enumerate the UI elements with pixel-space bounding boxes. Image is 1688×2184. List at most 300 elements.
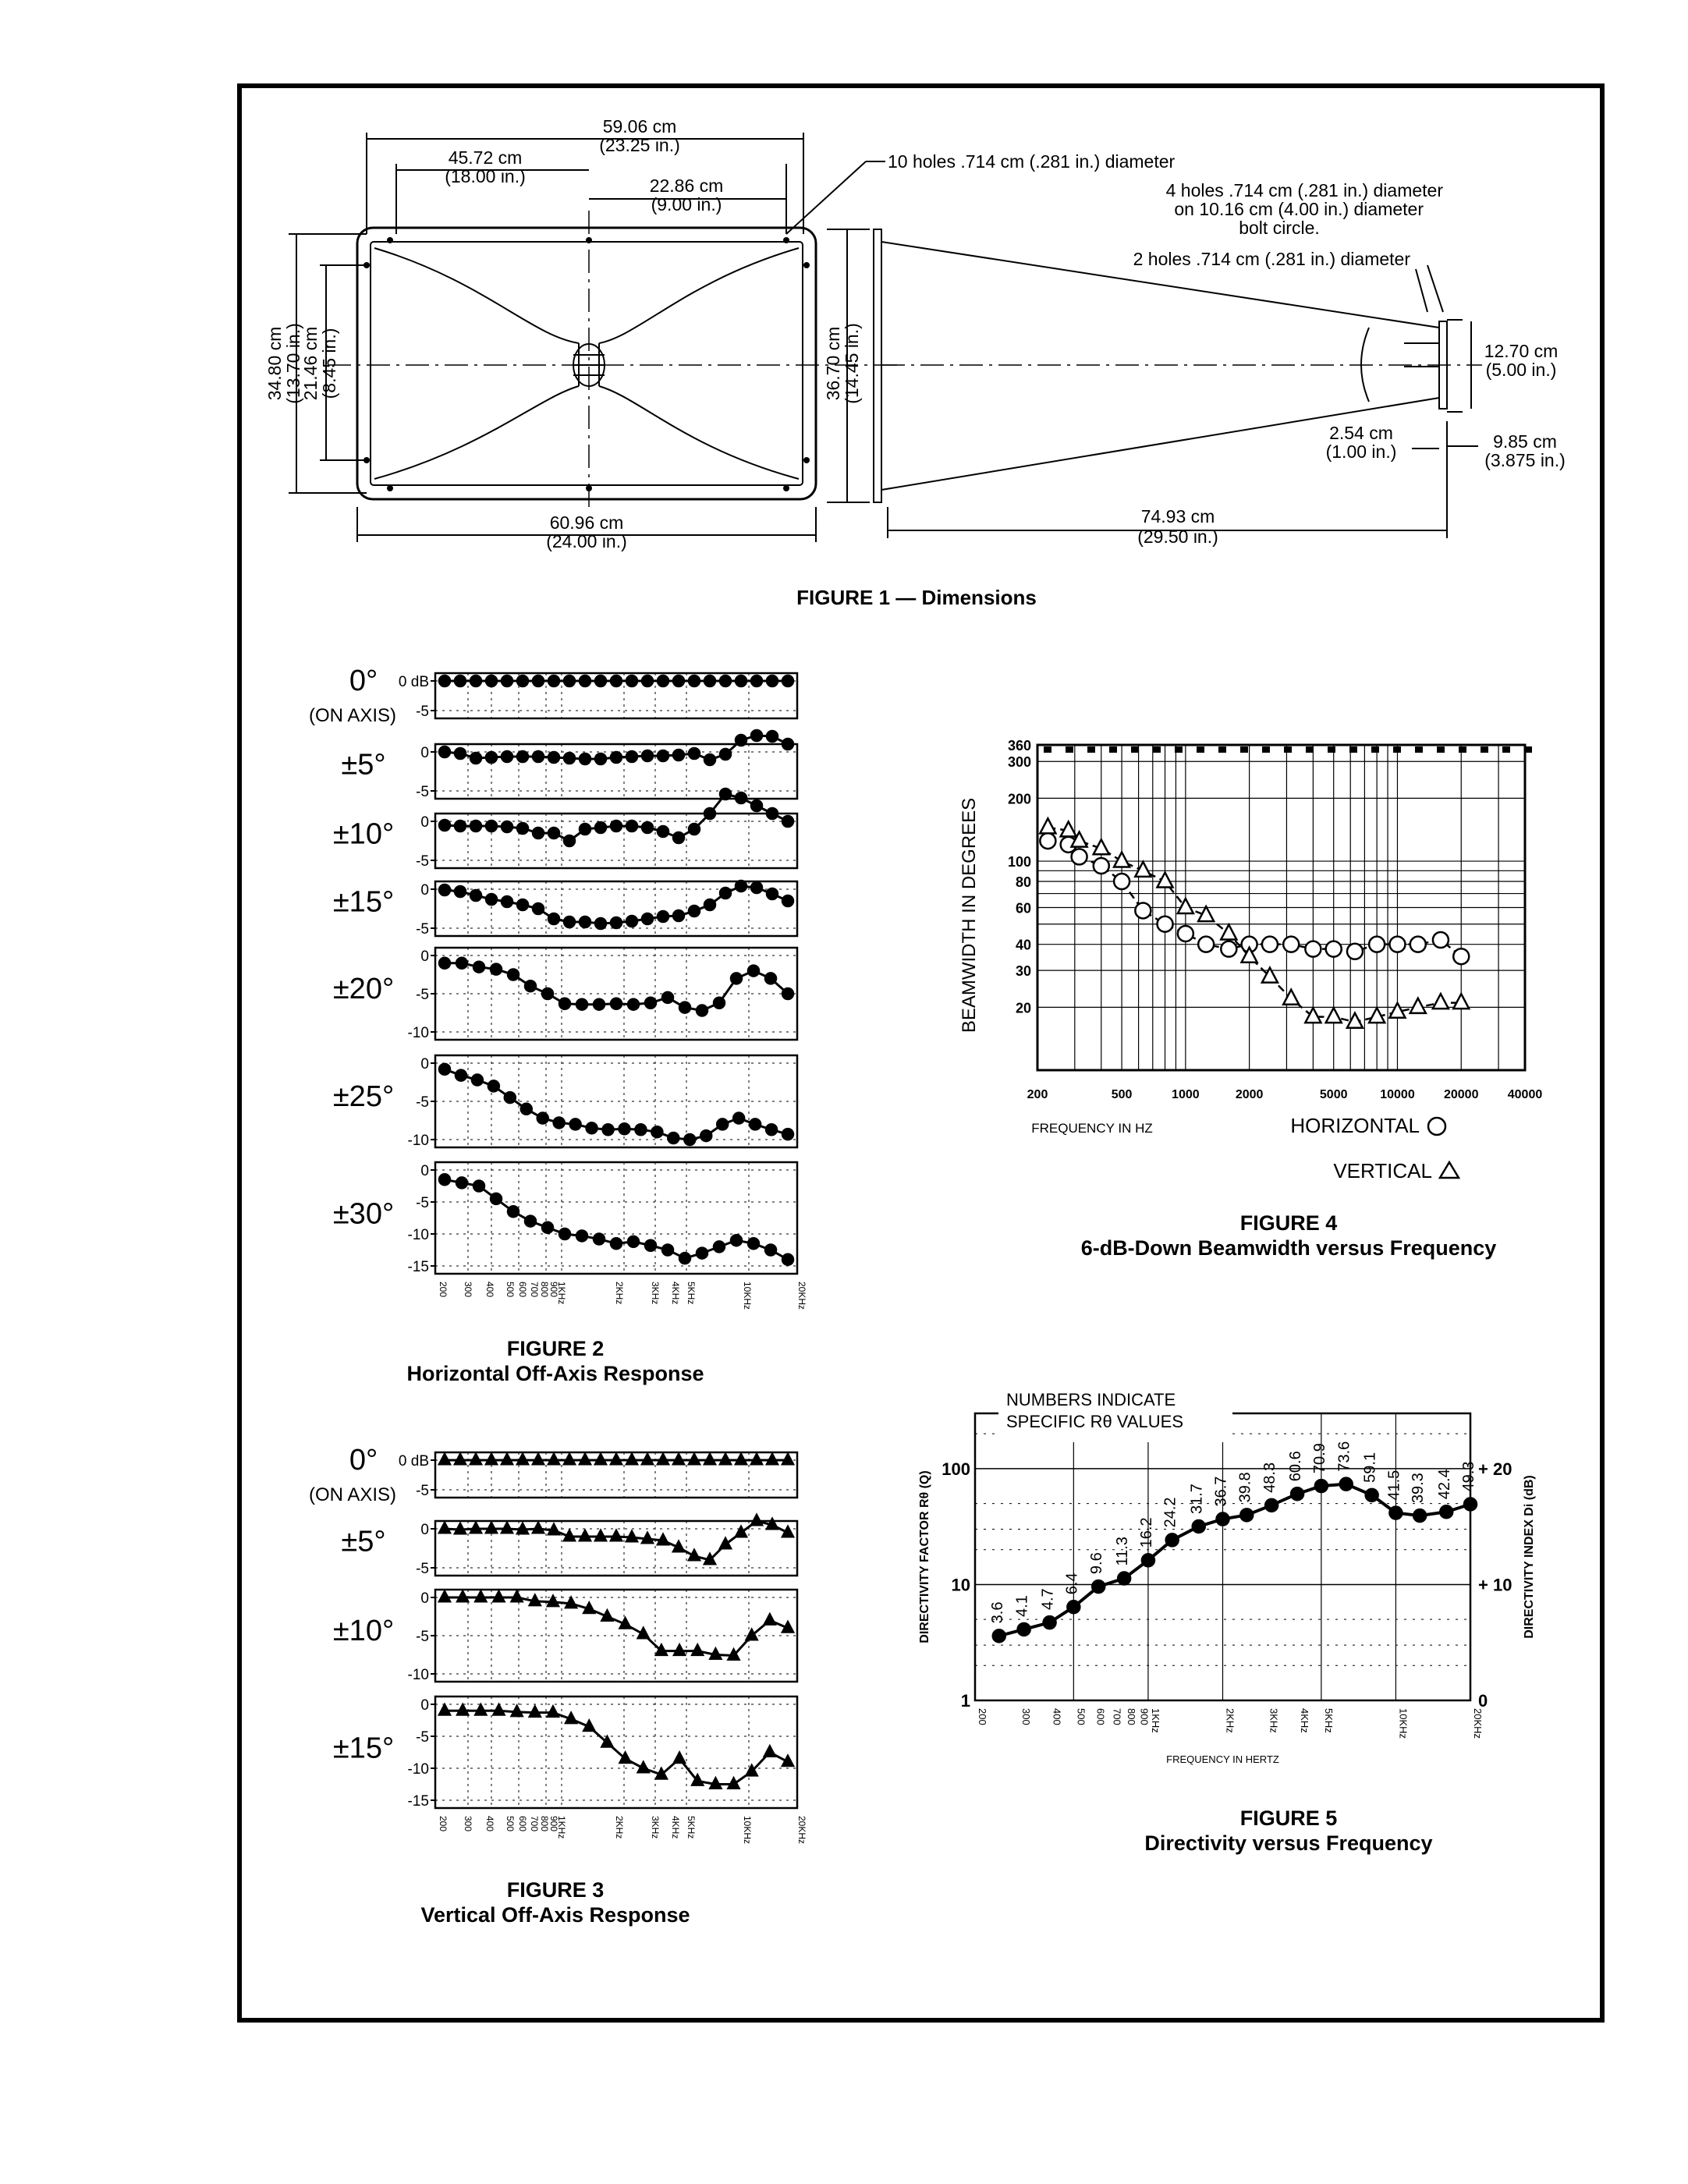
y-tick-label: -5 [416,921,429,938]
y-tick-label: 0 [420,1590,429,1607]
data-point [564,675,575,686]
response-panel [333,1590,797,1683]
data-point [530,1707,541,1717]
y-tick-label: 80 [1015,874,1031,891]
data-point [700,1130,711,1141]
horn-side-flange [874,229,881,502]
data-point [548,752,559,763]
data-point [626,675,637,686]
data-point [782,675,793,686]
dim-bolt-offset-cm: 9.85 cm [1493,431,1557,452]
data-point [439,746,450,757]
data-point [628,999,639,1010]
data-point [486,1454,497,1464]
data-point [766,1124,777,1135]
data-point [720,675,731,686]
data-label: 16.2 [1137,1517,1155,1548]
x-axis-label: FREQUENCY IN HZ [1031,1121,1153,1136]
data-point [491,1193,502,1204]
data-label: 11.3 [1114,1537,1132,1566]
x-tick-label: 500 [505,1816,516,1832]
data-point [1410,937,1426,952]
data-point [1158,873,1173,888]
response-panel [333,881,797,938]
top-marker [1131,746,1139,753]
data-point [704,675,715,686]
data-point [542,1222,553,1233]
data-point [512,1706,523,1716]
data-point [517,823,528,834]
x-tick-label: 300 [463,1282,473,1298]
x-tick-label: 5KHz [686,1816,697,1839]
y-tick-label: -5 [416,1094,429,1111]
data-point [1326,941,1342,957]
data-point [1092,1580,1105,1593]
data-point [642,1454,653,1464]
y-tick-label: 0 [420,1056,429,1072]
dim-overall-width-in: (23.25 in.) [599,135,680,155]
y-tick-label: 0 [420,814,429,831]
top-marker [1240,746,1248,753]
response-line [445,1069,788,1140]
y-tick-label: -5 [416,1729,429,1746]
panel-frame [435,1696,797,1808]
angle-label: ±10° [332,817,395,851]
x-tick-label: 800 [539,1282,550,1298]
data-label: 6.4 [1063,1572,1081,1595]
data-point [673,1454,684,1464]
data-point [645,1240,656,1251]
data-point [736,675,746,686]
beamwidth-line [1048,828,1461,1022]
y2-tick-label: 0 [1478,1691,1488,1711]
y-tick-label: 100 [942,1459,970,1479]
y-tick-label: -10 [407,1667,429,1683]
data-point [611,998,622,1009]
x-tick-label: 900 [548,1816,559,1832]
response-panel [333,1696,797,1810]
data-point [748,966,759,977]
x-tick-label: 600 [517,1282,528,1298]
data-point [1265,1499,1278,1512]
data-point [502,675,512,686]
data-point [673,675,684,686]
data-point [1158,916,1173,932]
panel-frame [435,1055,797,1147]
data-point [488,1080,499,1091]
data-point [1067,1601,1080,1613]
x-tick-label: 500 [1075,1708,1087,1725]
data-point [611,1530,622,1540]
dim-throat-flange-in: (5.00 in.) [1485,360,1557,380]
y-tick-label: 0 [420,1697,429,1714]
data-point [1040,818,1055,833]
data-label: 4.7 [1039,1588,1057,1611]
x-tick-label: 2KHz [614,1816,625,1839]
data-point [512,1591,523,1601]
x-tick-label: 300 [463,1816,473,1832]
data-point [736,881,746,892]
figure-2-caption-title: Horizontal Off-Axis Response [406,1362,704,1385]
data-label: 73.6 [1335,1441,1353,1472]
note-four-holes-1: 4 holes .714 cm (.281 in.) diameter [1165,180,1443,200]
data-point [439,675,450,686]
data-label: 42.4 [1436,1469,1454,1500]
data-point [710,1648,721,1658]
data-point [662,992,673,1003]
dim-bolt-offset-in: (3.875 in.) [1484,450,1566,470]
data-point [533,903,544,914]
data-point [710,1778,721,1788]
data-label: 36.7 [1212,1476,1230,1507]
note-line-2: SPECIFIC Rθ VALUES [1006,1412,1183,1431]
y-tick-label: 0 [420,1163,429,1179]
angle-label: ±20° [332,972,395,1005]
data-point [638,1762,649,1772]
figure-2-caption-number: FIGURE 2 [506,1337,605,1360]
x-tick-label: 5KHz [1322,1708,1335,1733]
data-point [559,998,570,1009]
data-point [1410,998,1426,1013]
top-marker [1153,746,1161,753]
data-point [736,1454,746,1464]
response-line [445,1597,788,1655]
data-point [564,835,575,846]
data-point [472,1075,483,1086]
data-point [439,1704,450,1714]
data-point [439,885,450,895]
data-point [720,749,731,760]
data-point [764,1746,775,1756]
y-tick-label: -5 [416,1195,429,1211]
data-point [533,1454,544,1464]
data-point [537,1113,548,1124]
data-point [767,731,778,742]
data-point [1094,858,1109,874]
data-point [1142,1554,1154,1566]
data-point [603,1124,614,1135]
x-tick-label: 10KHz [742,1282,753,1310]
y-axis-label: DIRECTIVITY FACTOR Rθ (Q) [918,1470,931,1643]
y-tick-label: -10 [407,1761,429,1778]
data-point [580,1454,590,1464]
data-point [1240,1509,1253,1521]
figure-5-caption-title: Directivity versus Frequency [1144,1831,1433,1855]
data-point [456,1070,466,1081]
x-tick-label: 20KHz [796,1282,807,1310]
top-marker [1175,746,1183,753]
data-point [764,1614,775,1624]
x-tick-label: 4KHz [1299,1708,1311,1733]
data-point [673,910,684,921]
data-point [595,1530,606,1540]
data-point [457,1704,468,1714]
data-point [1389,937,1405,952]
response-panel [333,948,797,1041]
data-point [767,888,778,899]
data-point [455,675,466,686]
data-point [714,998,725,1009]
data-point [628,1236,639,1247]
x-tick-label: 4KHz [670,1816,681,1839]
data-point [1291,1487,1303,1500]
data-point [782,816,793,827]
data-point [638,1628,649,1638]
data-point [533,1523,544,1533]
data-point [439,1523,450,1533]
x-tick-label: 3KHz [1268,1708,1280,1733]
data-point [595,822,606,833]
data-point [470,890,481,901]
data-point [502,821,512,832]
data-point [595,675,606,686]
data-point [720,1538,731,1548]
dim-holes-span-in: (18.00 in.) [445,166,526,186]
data-point [576,1230,587,1241]
data-point [517,675,528,686]
data-point [1044,1616,1056,1629]
data-point [486,821,497,831]
response-line [445,1711,788,1784]
x-tick-label: 2KHz [1224,1708,1236,1733]
top-marker [1371,746,1379,753]
data-point [1114,874,1129,889]
data-point [1072,849,1087,864]
top-marker [1284,746,1292,753]
dim-height-outer-in: (13.70 in.) [283,323,303,404]
data-point [1315,1480,1328,1492]
data-point [717,1119,728,1129]
top-marker [1437,746,1445,753]
y-tick-label: 20 [1015,1000,1031,1016]
angle-sublabel: (ON AXIS) [308,704,397,726]
x-tick-label: 10000 [1380,1088,1415,1101]
y-tick-label: -5 [416,784,429,800]
response-panel [309,665,797,726]
data-point [580,675,590,686]
data-point [517,1523,528,1533]
data-point [714,1241,725,1252]
x-tick-label: 200 [438,1816,449,1832]
x-tick-label: 400 [484,1282,495,1298]
data-point [470,1523,481,1533]
data-point [439,1174,450,1185]
y-tick-label: -10 [407,1227,429,1243]
top-marker [1393,746,1401,753]
data-point [642,675,653,686]
data-point [697,1005,707,1016]
data-point [733,1113,744,1124]
x-tick-label: 4KHz [670,1282,681,1305]
top-marker [1218,746,1226,753]
dim-height-outer-cm: 34.80 cm [264,326,285,401]
y2-tick-label: + 10 [1478,1575,1512,1595]
y2-tick-label: + 20 [1478,1459,1512,1479]
data-point [580,1530,590,1540]
data-point [704,808,715,819]
data-label: 24.2 [1161,1497,1179,1528]
data-point [554,1117,565,1128]
note-ten-holes: 10 holes .714 cm (.281 in.) diameter [888,151,1176,172]
data-point [1178,926,1193,941]
data-point [583,1721,594,1731]
data-point [470,675,481,686]
data-point [782,895,793,906]
data-point [470,753,481,764]
angle-label: ±5° [341,1525,386,1558]
dim-mouth-width-cm: 60.96 cm [549,512,624,533]
y-tick-label: 100 [1007,854,1031,870]
dim-mouth-width-in: (24.00 in.) [546,531,627,551]
data-point [1118,1572,1130,1585]
figure-3-caption-title: Vertical Off-Axis Response [420,1903,690,1927]
y-tick-label: -5 [416,704,429,720]
note-two-holes: 2 holes .714 cm (.281 in.) diameter [1133,249,1410,269]
y-tick-label: -10 [407,1133,429,1149]
data-point [782,1454,793,1464]
x-tick-label: 40000 [1507,1088,1543,1101]
dim-throat-flange-cm: 12.70 cm [1484,341,1559,361]
x-axis-label: FREQUENCY IN HERTZ [1166,1753,1279,1765]
x-tick-label: 3KHz [650,1282,661,1305]
y-tick-label: 300 [1007,754,1031,771]
data-point [751,1515,762,1525]
data-point [1389,1507,1402,1519]
data-point [642,1533,653,1543]
data-point [668,1133,679,1143]
data-point [1305,1008,1321,1023]
data-point [470,821,481,831]
top-marker [1262,746,1270,753]
data-point [580,916,590,927]
data-point [626,916,637,927]
data-label: 60.6 [1287,1451,1305,1482]
data-point [611,1238,622,1249]
data-point [595,1454,606,1464]
data-point [782,1622,793,1632]
data-point [679,1002,690,1013]
dim-depth-cm: 74.93 cm [1140,506,1215,526]
data-point [658,675,668,686]
data-point [473,1181,484,1192]
x-tick-label: 1000 [1172,1088,1200,1101]
top-marker [1415,746,1423,753]
data-point [731,973,742,984]
data-point [439,1454,450,1464]
data-point [533,751,544,762]
data-point [692,1645,703,1655]
data-point [674,1645,685,1655]
figure-2-horizontal-response [309,665,807,1310]
data-point [767,1454,778,1464]
data-point [502,1523,512,1533]
data-point [1326,1008,1342,1023]
data-point [1193,1520,1205,1533]
data-point [601,1610,612,1620]
x-tick-label: 200 [1027,1088,1048,1101]
x-tick-label: 10KHz [1397,1708,1410,1739]
data-point [583,1603,594,1613]
data-point [645,998,656,1009]
data-point [475,1704,486,1714]
top-marker [1109,746,1117,753]
data-point [704,899,715,910]
figure-5-caption-number: FIGURE 5 [1239,1806,1338,1830]
data-point [576,999,587,1010]
data-point [620,1618,631,1628]
top-marker [1328,746,1335,753]
x-tick-label: 3KHz [650,1816,661,1839]
figure-4-caption-number: FIGURE 4 [1239,1211,1338,1235]
data-point [564,1454,575,1464]
y-tick-label: -5 [416,1629,429,1645]
y-tick-label: -15 [407,1793,429,1810]
data-point [1283,937,1299,952]
dim-half-span-in: (9.00 in.) [651,194,722,214]
response-panel [333,1162,797,1275]
data-point [736,735,746,746]
data-point [611,675,622,686]
data-point [533,828,544,838]
data-point [1413,1509,1426,1522]
note-line-1: NUMBERS INDICATE [1006,1390,1176,1409]
angle-label: 0° [349,1443,378,1477]
data-point [751,730,762,741]
data-point [751,675,762,686]
data-label: 9.6 [1088,1552,1106,1575]
figure-4-beamwidth-chart [959,738,1542,1182]
data-point [674,1753,685,1763]
data-point [626,821,637,831]
data-point [1198,937,1214,952]
data-point [619,1123,629,1134]
data-point [1433,994,1449,1009]
dim-half-span-cm: 22.86 cm [649,176,724,196]
data-point [1217,1513,1229,1526]
x-tick-label: 20KHz [796,1816,807,1845]
data-point [748,1238,759,1249]
dim-depth-in: (29.50 in.) [1137,526,1218,547]
data-point [689,906,700,916]
data-point [595,753,606,764]
x-tick-label: 2KHz [614,1282,625,1305]
data-point [658,750,668,761]
data-point [517,751,528,762]
x-tick-label: 200 [977,1708,988,1725]
note-four-holes-3: bolt circle. [1239,218,1320,238]
data-point [505,1092,516,1103]
data-point [470,1454,481,1464]
figure-4-caption-title: 6-dB-Down Beamwidth versus Frequency [1080,1236,1497,1260]
data-point [635,1124,646,1135]
data-point [587,1122,598,1133]
y-tick-label: 0 [420,1522,429,1538]
data-point [697,1248,707,1259]
data-point [658,826,668,837]
data-point [456,958,467,969]
top-marker [1066,746,1073,753]
data-point [502,1454,512,1464]
note-four-holes-2: on 10.16 cm (4.00 in.) diameter [1174,199,1424,219]
data-point [548,1454,559,1464]
data-point [767,808,778,819]
horn-flare-curves [374,248,799,479]
data-point [1283,990,1299,1005]
angle-label: ±15° [332,885,395,919]
data-point [1305,941,1321,957]
data-point [493,1704,504,1714]
legend-horizontal-marker [1428,1118,1445,1135]
